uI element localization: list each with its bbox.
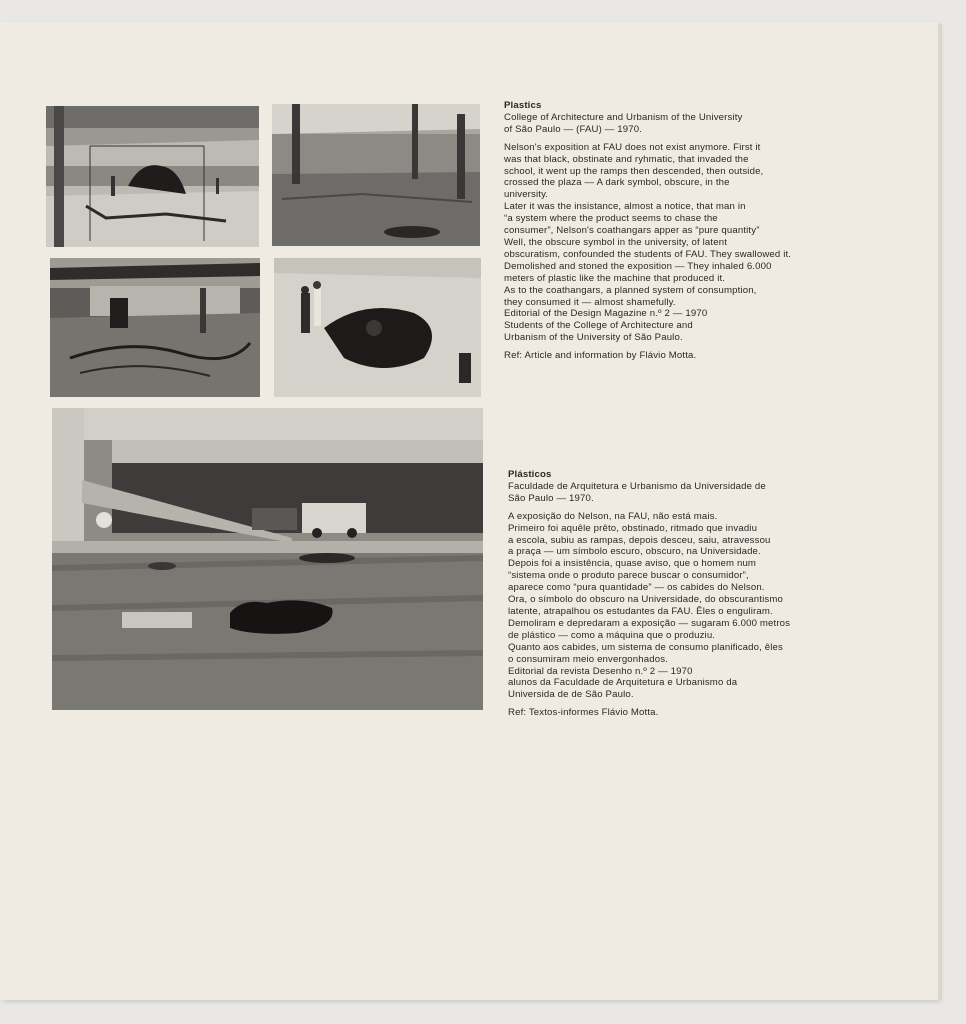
portuguese-body-line: a escola, subiu as rampas, depois desceu, saiu, atravessou: [508, 534, 771, 546]
portuguese-body-line: Editorial da revista Desenho n.º 2 — 1970: [508, 665, 693, 677]
photo-covered-plaza: [272, 104, 480, 246]
english-body-line: Editorial of the Design Magazine n.º 2 — 1970: [504, 308, 708, 320]
english-body-line: Students of the College of Architecture and: [504, 320, 693, 332]
english-body-line: Urbanism of the University of São Paulo.: [504, 332, 683, 344]
portuguese-body-line: aparece como “pura quantidade” — os cabides do Nelson.: [508, 582, 765, 594]
english-body-line: Demolished and stoned the exposition — They inhaled 6.000: [504, 260, 772, 272]
english-body-line: Well, the obscure symbol in the university, of latent: [504, 236, 728, 248]
portuguese-body-line: de plástico — como a máquina que o produziu.: [508, 629, 716, 641]
portuguese-body-line: A exposição do Nelson, na FAU, não está mais.: [508, 510, 718, 522]
portuguese-body-line: Demoliram e depredaram a exposição — sugaram 6.000 metros: [508, 617, 791, 629]
photo-interior-hall: [46, 106, 259, 247]
portuguese-body-line: latente, atrapalhou os estudantes da FAU. Êles o enguliram.: [508, 605, 773, 617]
portuguese-body-line: Ora, o símbolo do obscuro na Universidade, do obscurantismo: [508, 594, 783, 606]
english-body-line: school, it went up the ramps then descended, then outside,: [504, 165, 764, 177]
english-text-block: [504, 100, 914, 362]
portuguese-body-line: “sistema onde o produto parece buscar o consumidor”,: [508, 570, 749, 582]
english-ref: Ref: Article and information by Flávio Motta.: [504, 350, 697, 362]
portuguese-body-line: Quanto aos cabides, um sistema de consumo planificado, êles: [508, 641, 783, 653]
english-body-line: consumer”, Nelson's coathangars apper as “pure quantity”: [504, 225, 760, 237]
english-subtitle-line: College of Architecture and Urbanism of the University: [504, 111, 743, 123]
english-body-line: crossed the plaza — A dark symbol, obscure, in the: [504, 177, 730, 189]
portuguese-text-block: [508, 469, 918, 719]
portuguese-body-line: a praça — um símbolo escuro, obscuro, na Universidade.: [508, 546, 761, 558]
english-subtitle-line: of São Paulo — (FAU) — 1970.: [504, 123, 643, 135]
portuguese-title: Plásticos: [508, 469, 552, 480]
portuguese-body-line: alunos da Faculdade de Arquitetura e Urbanismo da: [508, 677, 738, 689]
english-body-line: Nelson's exposition at FAU does not exist anymore. First it: [504, 141, 761, 153]
photo-black-heap: [274, 258, 481, 397]
portuguese-body-line: Depois foi a insistência, quase aviso, que o homem num: [508, 558, 757, 570]
portuguese-body-line: o consumiram meio envergonhados.: [508, 653, 668, 665]
english-body-line: they consumed it — almost shamefully.: [504, 296, 676, 308]
english-body-line: Later it was the insistance, almost a notice, that man in: [504, 201, 746, 213]
english-title: Plastics: [504, 100, 542, 111]
portuguese-body-line: Universida de de São Paulo.: [508, 689, 634, 701]
english-body-line: was that black, obstinate and ryhmatic, that invaded the: [504, 153, 749, 165]
page-edge: [938, 24, 942, 1000]
english-body-line: obscuratism, confounded the students of FAU. They swallowed it.: [504, 248, 792, 260]
portuguese-ref: Ref: Textos-informes Flávio Motta.: [508, 707, 659, 719]
photo-ramp-interior: [50, 258, 260, 397]
english-body-line: As to the coathangars, a planned system of consumption,: [504, 284, 757, 296]
english-body-line: meters of plastic like the machine that produced it.: [504, 272, 726, 284]
portuguese-body-line: Primeiro foi aquêle prêto, obstinado, ritmado que invadiu: [508, 522, 758, 534]
photo-exterior-lawn: [52, 408, 483, 710]
english-body-line: university.: [504, 189, 549, 201]
portuguese-subtitle-line: Faculdade de Arquitetura e Urbanismo da Universidade de: [508, 480, 766, 492]
portuguese-subtitle-line: São Paulo — 1970.: [508, 492, 594, 504]
english-body-line: “a system where the product seems to chase the: [504, 213, 718, 225]
